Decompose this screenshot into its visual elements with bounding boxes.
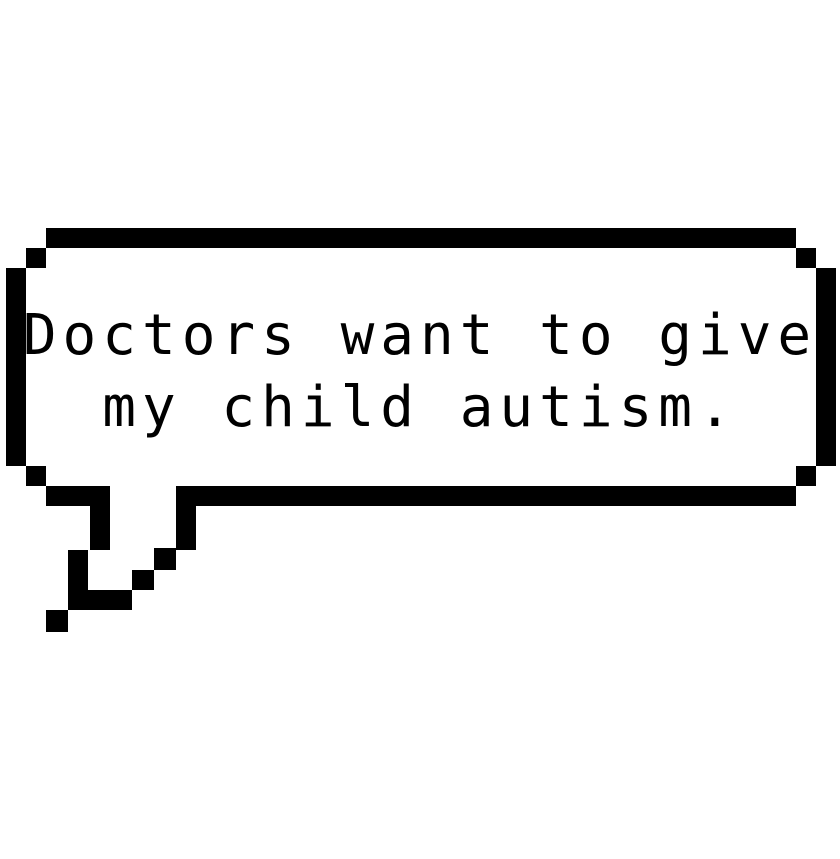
bubble-line-1: Doctors want to give xyxy=(22,303,818,368)
bubble-text xyxy=(20,300,820,444)
bubble-line-2: my child autism. xyxy=(102,375,738,440)
